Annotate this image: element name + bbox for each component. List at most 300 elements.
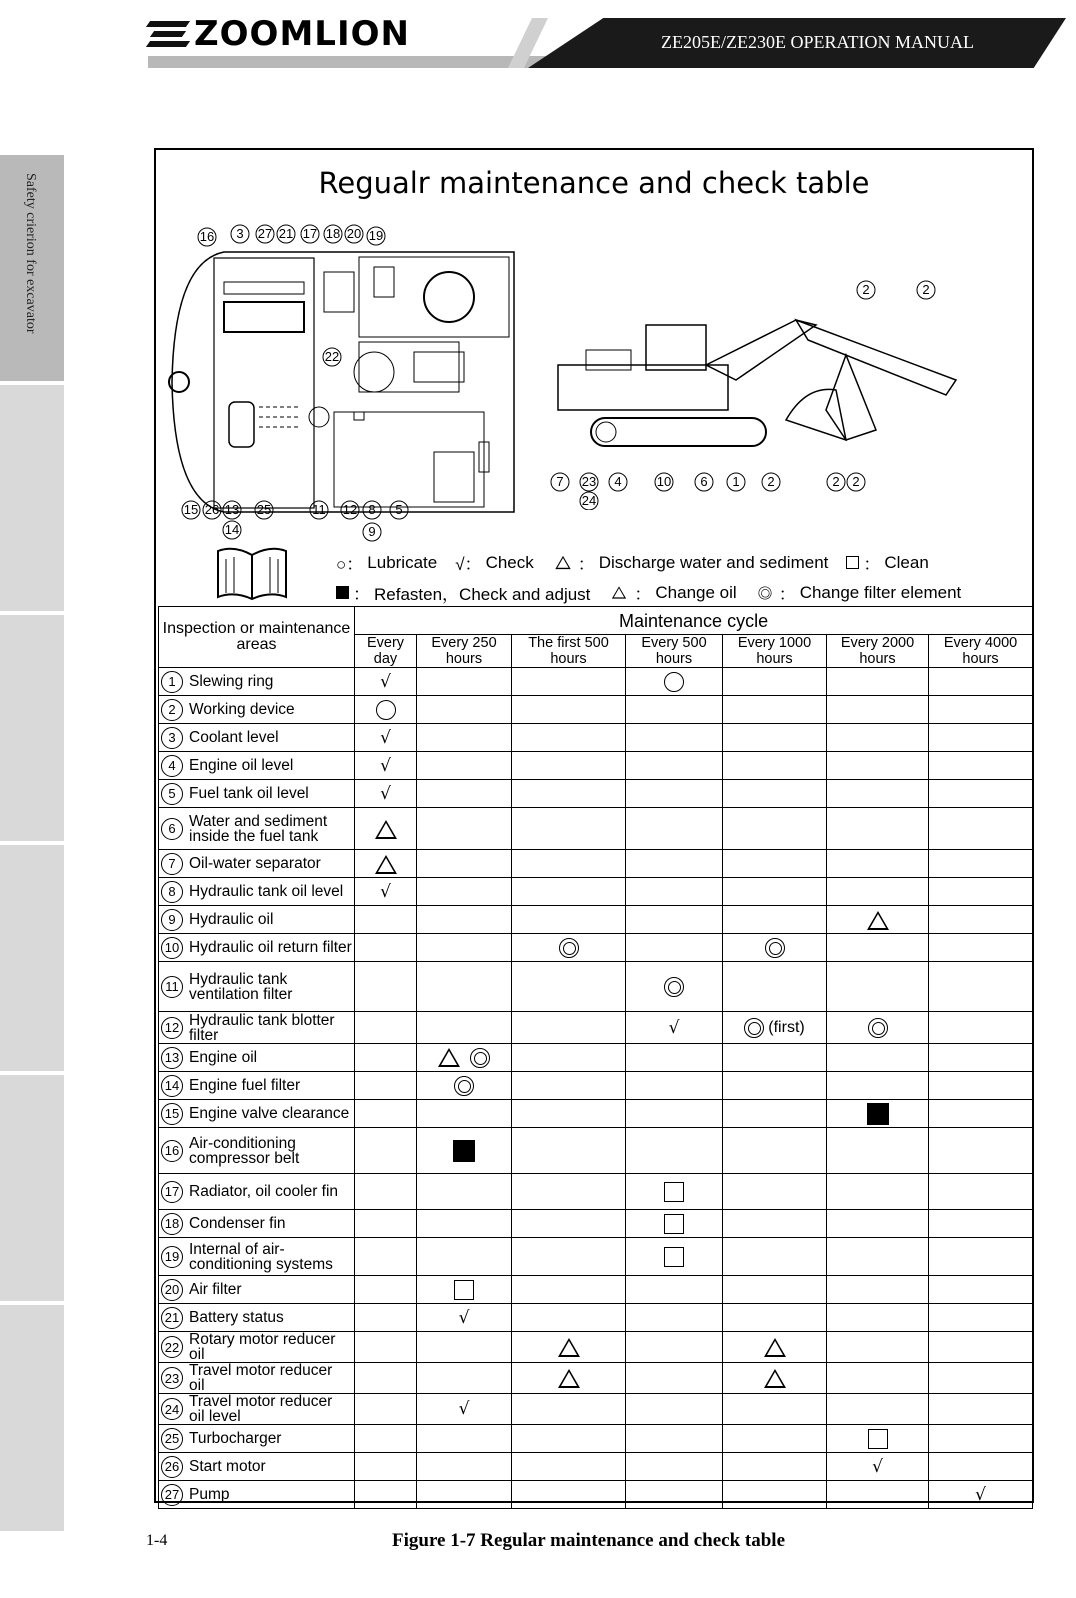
mark-cell (929, 724, 1033, 752)
mark-cell (512, 752, 626, 780)
item-number: 2 (161, 699, 183, 721)
mark-cell (827, 1238, 929, 1276)
sidebar-tab-5[interactable] (0, 1075, 64, 1301)
mark-cell (827, 780, 929, 808)
discharge-icon (555, 556, 570, 569)
mark-cell (723, 1394, 827, 1425)
mark-cell (929, 808, 1033, 850)
item-number: 25 (161, 1428, 183, 1450)
item-label: Air filter (189, 1281, 242, 1298)
mark-cell (827, 1044, 929, 1072)
area-cell (159, 1100, 355, 1128)
mark-cell (355, 934, 417, 962)
mark-cell (626, 1276, 723, 1304)
mark-cell (827, 752, 929, 780)
diagram-label: 16 (199, 229, 215, 244)
diagram-label: 7 (556, 474, 564, 489)
mark-cell (417, 752, 512, 780)
mark-cell (417, 1304, 512, 1332)
sidebar-tab-4[interactable] (0, 845, 64, 1071)
mark-cell (929, 1072, 1033, 1100)
column-header: Every 4000 hours (929, 635, 1033, 668)
item-number: 11 (161, 976, 183, 998)
item-label: Air-conditioning compressor belt (189, 1134, 300, 1167)
mark-cell (626, 1128, 723, 1174)
mark-cell (355, 724, 417, 752)
mark-cell (512, 850, 626, 878)
maintenance-figure (154, 148, 1034, 1503)
mark-cell (929, 1210, 1033, 1238)
mark-cell (626, 1453, 723, 1481)
mark-cell (827, 878, 929, 906)
mark-cell (355, 962, 417, 1012)
diagram-label: 23 (581, 474, 597, 489)
diagram-label: 6 (700, 474, 708, 489)
check-icon: √ (872, 1456, 883, 1477)
mark-cell (355, 808, 417, 850)
table-row (159, 780, 1033, 808)
item-number: 19 (161, 1246, 183, 1268)
item-number: 3 (161, 727, 183, 749)
mark-cell (929, 1128, 1033, 1174)
item-number: 18 (161, 1213, 183, 1235)
mark-cell (355, 1072, 417, 1100)
area-cell (159, 934, 355, 962)
legend-discharge: ： Discharge water and sediment (552, 550, 829, 575)
clean-icon (664, 1247, 684, 1267)
area-cell (159, 850, 355, 878)
table-row (159, 1394, 1033, 1425)
item-label: Battery status (189, 1309, 284, 1326)
diagram-label: 24 (581, 493, 597, 508)
refasten-icon (453, 1140, 475, 1162)
check-icon: √ (458, 1307, 470, 1328)
mark-cell (417, 780, 512, 808)
lubricate-icon (664, 672, 684, 692)
item-number: 21 (161, 1307, 183, 1329)
mark-cell (512, 1012, 626, 1044)
item-label: Slewing ring (189, 673, 274, 690)
diagram-label: 2 (832, 474, 840, 489)
diagram-label: 21 (278, 226, 294, 241)
area-cell (159, 1332, 355, 1363)
area-cell (159, 1304, 355, 1332)
item-label: Engine oil (189, 1049, 258, 1066)
mark-cell (929, 1332, 1033, 1363)
mark-cell (929, 1363, 1033, 1394)
item-number: 14 (161, 1075, 183, 1097)
mark-cell (626, 962, 723, 1012)
mark-cell (929, 1453, 1033, 1481)
mark-cell (355, 1012, 417, 1044)
mark-cell (827, 1174, 929, 1210)
item-number: 5 (161, 783, 183, 805)
diagram-label: 11 (312, 502, 326, 517)
mark-cell (417, 1425, 512, 1453)
item-label: Water and sediment inside the fuel tank (189, 812, 328, 845)
diagram-label: 2 (767, 474, 775, 489)
mark-cell (512, 724, 626, 752)
area-cell (159, 1425, 355, 1453)
mark-cell (417, 1481, 512, 1509)
item-number: 16 (161, 1140, 183, 1162)
area-cell (159, 752, 355, 780)
mark-cell (626, 752, 723, 780)
table-row (159, 1425, 1033, 1453)
clean-icon (664, 1182, 684, 1202)
mark-cell (512, 906, 626, 934)
item-label: Engine fuel filter (189, 1077, 301, 1094)
mark-cell (355, 1481, 417, 1509)
mark-cell (512, 1100, 626, 1128)
item-number: 24 (161, 1398, 183, 1420)
mark-cell (512, 1210, 626, 1238)
mark-cell (929, 668, 1033, 696)
table-row (159, 1304, 1033, 1332)
mark-cell (355, 878, 417, 906)
check-icon: √ (380, 755, 391, 776)
mark-cell (626, 1481, 723, 1509)
change-filter-icon (454, 1076, 474, 1096)
area-cell (159, 780, 355, 808)
sidebar-tab-6[interactable] (0, 1305, 64, 1531)
mark-cell (626, 1363, 723, 1394)
mark-cell (417, 934, 512, 962)
mark-cell (417, 1072, 512, 1100)
diagram-label: 15 (183, 502, 199, 517)
column-header: The first 500 hours (512, 635, 626, 668)
diagram-label: 20 (346, 226, 362, 241)
mark-cell (417, 1394, 512, 1425)
diagram-label: 12 (342, 502, 358, 517)
mark-cell (355, 1210, 417, 1238)
mark-cell (827, 1012, 929, 1044)
change-oil-icon (558, 1338, 580, 1357)
area-cell (159, 1363, 355, 1394)
mark-cell (355, 850, 417, 878)
change-oil-icon (867, 911, 889, 930)
zoomlion-logo (148, 14, 410, 54)
table-row (159, 1072, 1033, 1100)
mark-cell (355, 1044, 417, 1072)
diagram-label: 18 (325, 226, 341, 241)
area-cell (159, 696, 355, 724)
mark-cell (355, 1363, 417, 1394)
mark-cell (929, 934, 1033, 962)
area-cell (159, 1044, 355, 1072)
sidebar-tab-2[interactable] (0, 385, 64, 611)
mark-cell (512, 1453, 626, 1481)
item-label: Hydraulic tank blotter filter (189, 1011, 335, 1044)
item-label: Fuel tank oil level (189, 785, 309, 802)
mark-cell (512, 1276, 626, 1304)
mark-cell (929, 1394, 1033, 1425)
item-label: Hydraulic oil (189, 911, 274, 928)
mark-cell (417, 668, 512, 696)
item-number: 27 (161, 1484, 183, 1506)
diagram-label: 8 (368, 502, 376, 517)
mark-cell (512, 1481, 626, 1509)
mark-cell (827, 1363, 929, 1394)
mark-cell (417, 1012, 512, 1044)
mark-cell (512, 668, 626, 696)
mark-cell (355, 1304, 417, 1332)
mark-cell (417, 1363, 512, 1394)
mark-cell (355, 1174, 417, 1210)
mark-cell (723, 1238, 827, 1276)
check-icon: √ (975, 1484, 986, 1505)
mark-cell (626, 1425, 723, 1453)
item-number: 8 (161, 881, 183, 903)
mark-cell (723, 1481, 827, 1509)
mark-cell (723, 780, 827, 808)
discharge-icon (375, 855, 397, 874)
diagram-label: 2 (852, 474, 860, 489)
table-row (159, 808, 1033, 850)
table-row (159, 1044, 1033, 1072)
mark-cell (417, 1128, 512, 1174)
mark-cell (929, 780, 1033, 808)
mark-cell (626, 1100, 723, 1128)
item-label: Engine valve clearance (189, 1105, 350, 1122)
mark-cell (626, 1238, 723, 1276)
item-label: Travel motor reducer oil level (189, 1393, 333, 1425)
mark-cell (355, 696, 417, 724)
table-row (159, 1453, 1033, 1481)
mark-cell (626, 1394, 723, 1425)
area-cell (159, 808, 355, 850)
mark-cell (355, 1425, 417, 1453)
diagram-label: 14 (224, 522, 240, 537)
mark-cell (626, 724, 723, 752)
mark-cell (723, 1363, 827, 1394)
mark-cell (417, 1100, 512, 1128)
change-oil-icon (764, 1369, 786, 1388)
table-row (159, 878, 1033, 906)
clean-icon (664, 1214, 684, 1234)
mark-cell (827, 1276, 929, 1304)
item-label: Travel motor reducer oil (189, 1362, 333, 1394)
column-header: Every 2000 hours (827, 635, 929, 668)
mark-cell (827, 1100, 929, 1128)
area-cell (159, 962, 355, 1012)
open-book-icon (214, 545, 290, 603)
area-cell (159, 1276, 355, 1304)
area-cell (159, 1012, 355, 1044)
mark-cell (417, 808, 512, 850)
mark-cell (417, 1174, 512, 1210)
diagram-label: 25 (256, 502, 272, 517)
mark-cell (626, 1304, 723, 1332)
item-label: Working device (189, 701, 295, 718)
mark-cell (929, 962, 1033, 1012)
mark-cell (929, 878, 1033, 906)
diagram-label: 3 (236, 226, 244, 241)
sidebar-tab-3[interactable] (0, 615, 64, 841)
mark-cell (512, 1304, 626, 1332)
mark-cell (512, 1128, 626, 1174)
legend-row-1 (336, 550, 929, 575)
mark-cell (626, 906, 723, 934)
maintenance-table (158, 606, 1033, 1509)
mark-cell (512, 1394, 626, 1425)
mark-cell (417, 696, 512, 724)
column-header: Every 500 hours (626, 635, 723, 668)
table-row (159, 752, 1033, 780)
mark-cell (723, 1425, 827, 1453)
mark-cell (355, 1128, 417, 1174)
item-number: 13 (161, 1047, 183, 1069)
change-oil-icon (558, 1369, 580, 1388)
figure-caption: Figure 1-7 Regular maintenance and check table (392, 1530, 785, 1551)
change-oil-icon (612, 586, 626, 598)
mark-cell (512, 1072, 626, 1100)
diagram-label: 5 (395, 502, 403, 517)
mark-cell (827, 1210, 929, 1238)
item-label: Hydraulic tank ventilation filter (189, 970, 293, 1003)
mark-cell (827, 1394, 929, 1425)
page-number: 1-4 (146, 1532, 168, 1549)
legend-clean: ： Clean (846, 550, 928, 575)
mark-cell (512, 1174, 626, 1210)
item-number: 12 (161, 1017, 183, 1039)
first-note: (first) (768, 1019, 805, 1037)
item-number: 1 (161, 671, 183, 693)
change-filter-icon (664, 977, 684, 997)
diagram-label: 13 (224, 502, 240, 517)
mark-cell (355, 1100, 417, 1128)
change-filter-icon (758, 586, 771, 599)
mark-cell (512, 934, 626, 962)
diagram-label: 1 (732, 474, 740, 489)
item-number: 15 (161, 1103, 183, 1125)
mark-cell (355, 1238, 417, 1276)
mark-cell (723, 1012, 827, 1044)
change-oil-icon (764, 1338, 786, 1357)
mark-cell (723, 934, 827, 962)
legend-row-2 (336, 580, 961, 605)
area-cell (159, 1481, 355, 1509)
mark-cell (827, 668, 929, 696)
mark-cell (723, 1128, 827, 1174)
area-cell (159, 668, 355, 696)
clean-icon (846, 556, 859, 569)
zoomlion-logo-icon (148, 19, 188, 49)
table-row (159, 1481, 1033, 1509)
mark-cell (827, 1304, 929, 1332)
mark-cell (929, 1238, 1033, 1276)
table-row (159, 1128, 1033, 1174)
mark-cell (827, 696, 929, 724)
mark-cell (417, 1238, 512, 1276)
mark-cell (723, 668, 827, 696)
mark-cell (626, 696, 723, 724)
item-label: Pump (189, 1486, 230, 1503)
mark-cell (827, 906, 929, 934)
mark-cell (827, 1453, 929, 1481)
item-label: Internal of air-conditioning systems (189, 1240, 333, 1273)
area-cell (159, 1238, 355, 1276)
manual-title: ZE205E/ZE230E OPERATION MANUAL (661, 32, 974, 52)
mark-cell (512, 878, 626, 906)
mark-cell (355, 1453, 417, 1481)
change-filter-icon (744, 1018, 764, 1038)
mark-cell (929, 1100, 1033, 1128)
mark-cell (626, 878, 723, 906)
mark-cell (417, 1276, 512, 1304)
table-row (159, 962, 1033, 1012)
table-row (159, 1012, 1033, 1044)
mark-cell (355, 1276, 417, 1304)
mark-cell (723, 696, 827, 724)
mark-cell (827, 1332, 929, 1363)
table-row (159, 1100, 1033, 1128)
mark-cell (723, 1453, 827, 1481)
item-label: Oil-water separator (189, 855, 321, 872)
item-number: 9 (161, 909, 183, 931)
mark-cell (723, 1044, 827, 1072)
mark-cell (929, 1481, 1033, 1509)
mark-cell (512, 962, 626, 1012)
mark-cell (417, 1332, 512, 1363)
sidebar-tab-label: Safety crierion for excavator (23, 173, 38, 334)
diagram-label: 26 (204, 502, 220, 517)
mark-cell (929, 1012, 1033, 1044)
item-label: Rotary motor reducer oil (189, 1331, 336, 1363)
mark-cell (827, 934, 929, 962)
mark-cell (417, 962, 512, 1012)
sidebar-tab-safety[interactable] (0, 155, 64, 381)
legend-lubricate: ○： Lubricate (336, 552, 438, 574)
mark-cell (827, 1128, 929, 1174)
mark-cell (626, 1044, 723, 1072)
table-row (159, 1363, 1033, 1394)
mark-cell (355, 906, 417, 934)
mark-cell (723, 724, 827, 752)
clean-icon (868, 1429, 888, 1449)
mark-cell (929, 850, 1033, 878)
mark-cell (512, 808, 626, 850)
discharge-icon (375, 820, 397, 839)
mark-cell (723, 1276, 827, 1304)
area-cell (159, 878, 355, 906)
item-label: Hydraulic tank oil level (189, 883, 344, 900)
mark-cell (929, 752, 1033, 780)
table-row (159, 1238, 1033, 1276)
mark-cell (626, 1210, 723, 1238)
diagram-label: 4 (614, 474, 622, 489)
item-label: Engine oil level (189, 757, 294, 774)
table-row (159, 934, 1033, 962)
mark-cell (723, 1210, 827, 1238)
item-number: 4 (161, 755, 183, 777)
diagram-label: 27 (257, 226, 273, 241)
item-number: 23 (161, 1367, 183, 1389)
mark-cell (626, 1072, 723, 1100)
clean-icon (454, 1280, 474, 1300)
mark-cell (512, 1238, 626, 1276)
machine-top-view-diagram (164, 212, 524, 542)
item-label: Turbocharger (189, 1430, 282, 1447)
item-number: 7 (161, 853, 183, 875)
legend-check: √： Check (455, 552, 534, 574)
cycle-header: Maintenance cycle (355, 607, 1033, 635)
mark-cell (417, 1210, 512, 1238)
diagram-label: 9 (368, 524, 376, 539)
item-number: 26 (161, 1456, 183, 1478)
mark-cell (512, 1332, 626, 1363)
mark-cell (512, 696, 626, 724)
